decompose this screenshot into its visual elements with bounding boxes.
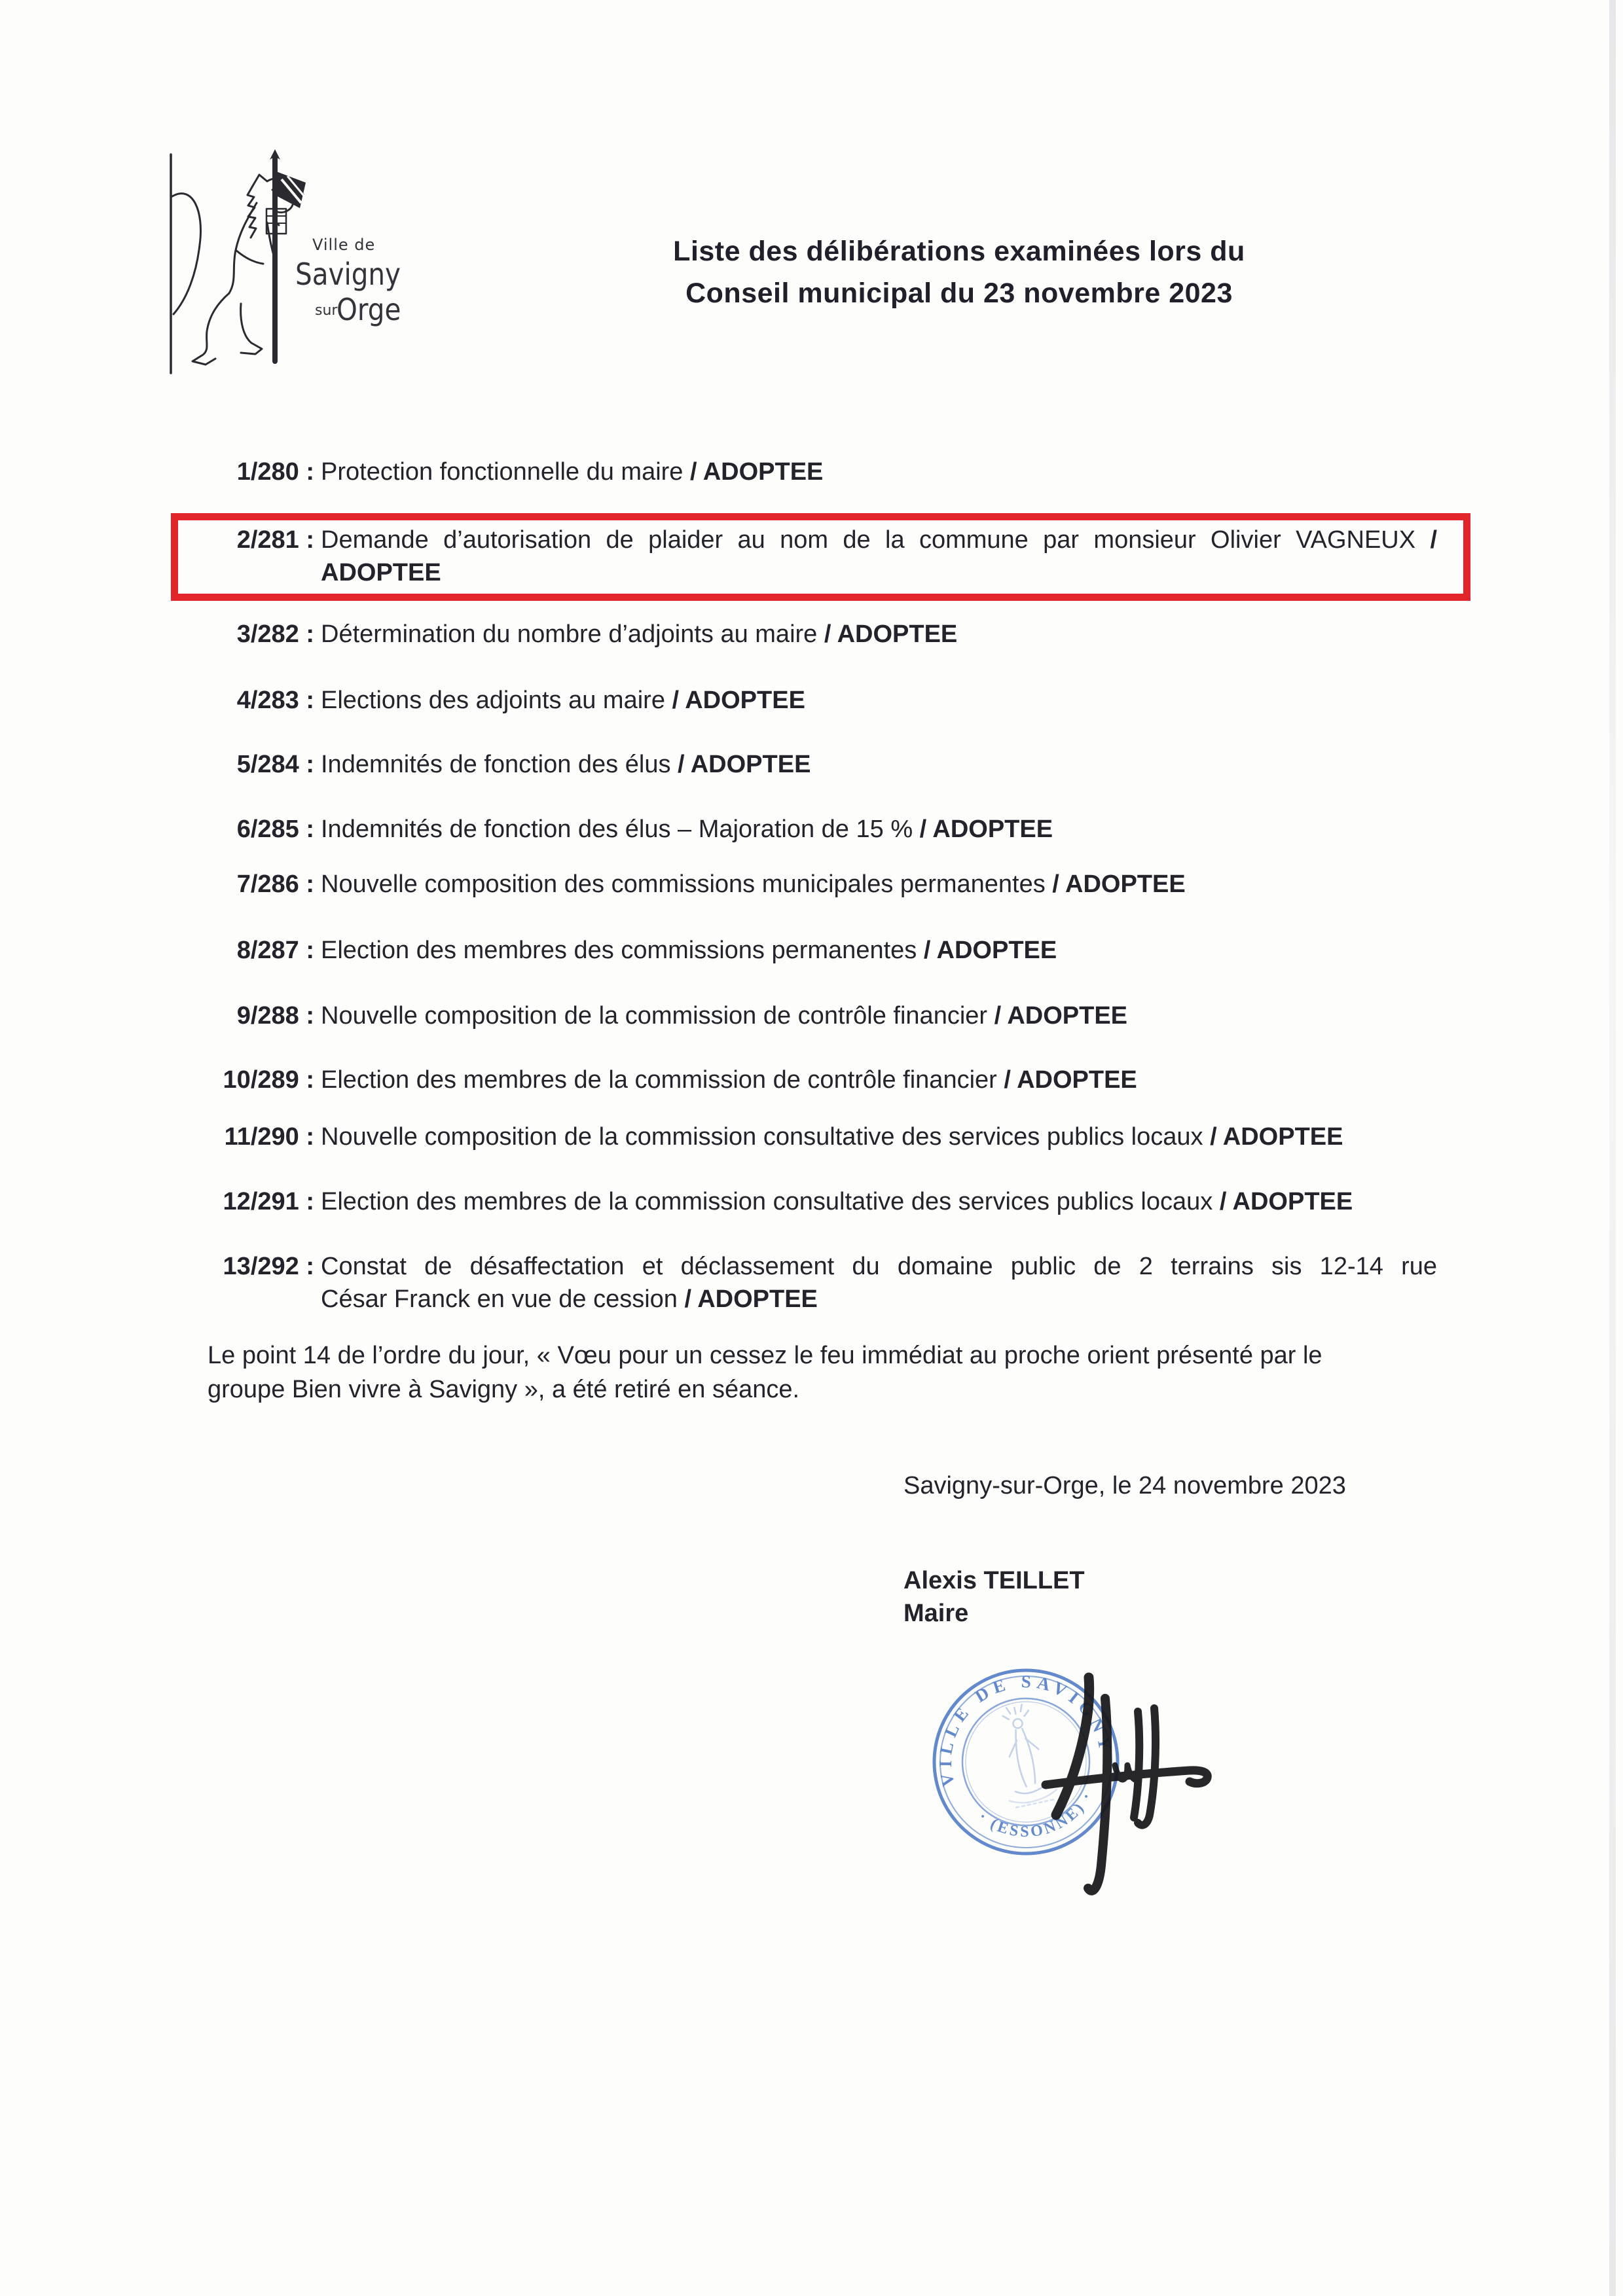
deliberation-number: 9/288 :: [236, 1002, 314, 1030]
deliberation-text: [321, 618, 1437, 651]
deliberation-subject: Indemnités de fonction des élus – Majoration de 15 %: [321, 816, 920, 843]
deliberation-text-line: [321, 748, 1437, 781]
deliberation-number: 6/285 :: [236, 816, 314, 843]
deliberation-result: ADOPTEE: [321, 559, 441, 586]
deliberation-result: / ADOPTEE: [690, 458, 824, 486]
deliberation-number: 13/292 :: [223, 1253, 314, 1280]
deliberation-text-line: [321, 1185, 1437, 1218]
deliberation-text-line: [321, 813, 1437, 846]
deliberation-number: 3/282 :: [236, 620, 314, 648]
deliberation-subject: Constat de désaffectation et déclassement du domaine public de 2 terrains sis 12-14 rue: [321, 1253, 1437, 1280]
deliberation-text: [321, 934, 1437, 967]
deliberation-subject: Election des membres de la commission de contrôle financier: [321, 1066, 1004, 1094]
signer-block: [903, 1564, 1085, 1630]
document-title-line2: Conseil municipal du 23 novembre 2023: [685, 278, 1233, 309]
deliberation-text: [321, 1185, 1437, 1218]
deliberation-text-line: [321, 684, 1437, 717]
deliberation-text: [321, 684, 1437, 717]
deliberation-result: / ADOPTEE: [919, 816, 1053, 843]
deliberation-number: 2/281 :: [236, 526, 314, 554]
deliberation-text-line: [321, 999, 1437, 1032]
document-title-line1: Liste des délibérations examinées lors du: [673, 236, 1245, 267]
deliberation-text: [321, 748, 1437, 781]
deliberation-text: [321, 999, 1437, 1032]
deliberation-text: [321, 1250, 1437, 1316]
dateline: Savigny-sur-Orge, le 24 novembre 2023: [903, 1472, 1346, 1499]
deliberation-text: [321, 1121, 1437, 1153]
deliberation-text-line: [321, 1064, 1437, 1096]
deliberation-number: 10/289 :: [223, 1066, 314, 1094]
document-title: [537, 230, 1381, 314]
deliberation-text-line: [321, 1250, 1437, 1283]
logo-city-sur: sur: [315, 302, 338, 319]
deliberation-subject: Nouvelle composition des commissions municipales permanentes: [321, 870, 1053, 898]
deliberation-number: 1/280 :: [236, 458, 314, 486]
deliberation-text-line: [321, 934, 1437, 967]
deliberation-result: / ADOPTEE: [1004, 1066, 1137, 1094]
deliberation-subject: César Franck en vue de cession: [321, 1285, 685, 1313]
deliberation-text-line: [321, 524, 1437, 556]
deliberation-subject: Election des membres des commissions permanentes: [321, 937, 924, 964]
deliberation-subject: Nouvelle composition de la commission consultative des services publics locaux: [321, 1123, 1211, 1151]
deliberation-text: [321, 524, 1437, 589]
deliberation-subject: Election des membres de la commission consultative des services publics locaux: [321, 1188, 1220, 1215]
closing-paragraph-line1: Le point 14 de l’ordre du jour, « Vœu pour un cessez le feu immédiat au proche orient présenté par le: [208, 1342, 1322, 1369]
signer-role: Maire: [903, 1600, 969, 1627]
deliberation-text-line: [321, 1283, 1437, 1316]
deliberation-subject: Indemnités de fonction des élus: [321, 751, 678, 778]
signer-name: Alexis TEILLET: [903, 1567, 1085, 1594]
deliberation-number: 11/290 :: [224, 1123, 314, 1151]
deliberation-result: /: [1430, 526, 1437, 554]
deliberation-result: / ADOPTEE: [923, 937, 1057, 964]
deliberation-subject: Demande d’autorisation de plaider au nom de la commune par monsieur Olivier VAGNEUX: [321, 526, 1431, 554]
deliberation-result: / ADOPTEE: [678, 751, 811, 778]
closing-paragraph-line2: groupe Bien vivre à Savigny », a été retiré en séance.: [208, 1376, 800, 1403]
deliberation-subject: Protection fonctionnelle du maire: [321, 458, 690, 486]
deliberation-number: 5/284 :: [236, 751, 314, 778]
deliberation-number: 7/286 :: [236, 870, 314, 898]
deliberation-text: [321, 456, 1437, 488]
stamp-arc-bottom-text: · (ESSONNE) ·: [975, 1787, 1097, 1841]
logo-city-name-line2: Orge: [337, 292, 401, 327]
deliberation-text: [321, 868, 1437, 901]
deliberations-list: [208, 456, 1458, 1372]
deliberation-text-line: [321, 868, 1437, 901]
deliberation-result: / ADOPTEE: [1219, 1188, 1353, 1215]
logo-city-name-line1: Savigny: [295, 257, 401, 292]
scan-artifact: [1609, 0, 1616, 2296]
deliberation-subject: Elections des adjoints au maire: [321, 687, 672, 714]
deliberation-number: 4/283 :: [236, 687, 314, 714]
deliberation-subject: Détermination du nombre d’adjoints au maire: [321, 620, 824, 648]
deliberation-number: 8/287 :: [236, 937, 314, 964]
deliberation-result: / ADOPTEE: [1052, 870, 1186, 898]
deliberation-number: 12/291 :: [223, 1188, 314, 1215]
deliberation-text-line: [321, 618, 1437, 651]
deliberation-result: / ADOPTEE: [672, 687, 805, 714]
deliberation-text-line: [321, 556, 1437, 589]
stamp-arc-top-text: VILLE DE SAVIGNY: [935, 1671, 1116, 1788]
deliberation-subject: Nouvelle composition de la commission de contrôle financier: [321, 1002, 994, 1030]
deliberation-text-line: [321, 1121, 1437, 1153]
deliberation-text-line: [321, 456, 1437, 488]
deliberation-result: / ADOPTEE: [994, 1002, 1128, 1030]
deliberation-result: / ADOPTEE: [684, 1285, 818, 1313]
logo-city-prefix: Ville de: [312, 236, 376, 254]
deliberation-result: / ADOPTEE: [824, 620, 958, 648]
closing-paragraph: [208, 1338, 1451, 1407]
signature-scribble: [1018, 1659, 1247, 1921]
deliberation-text: [321, 1064, 1437, 1096]
deliberation-text: [321, 813, 1437, 846]
deliberation-result: / ADOPTEE: [1210, 1123, 1343, 1151]
